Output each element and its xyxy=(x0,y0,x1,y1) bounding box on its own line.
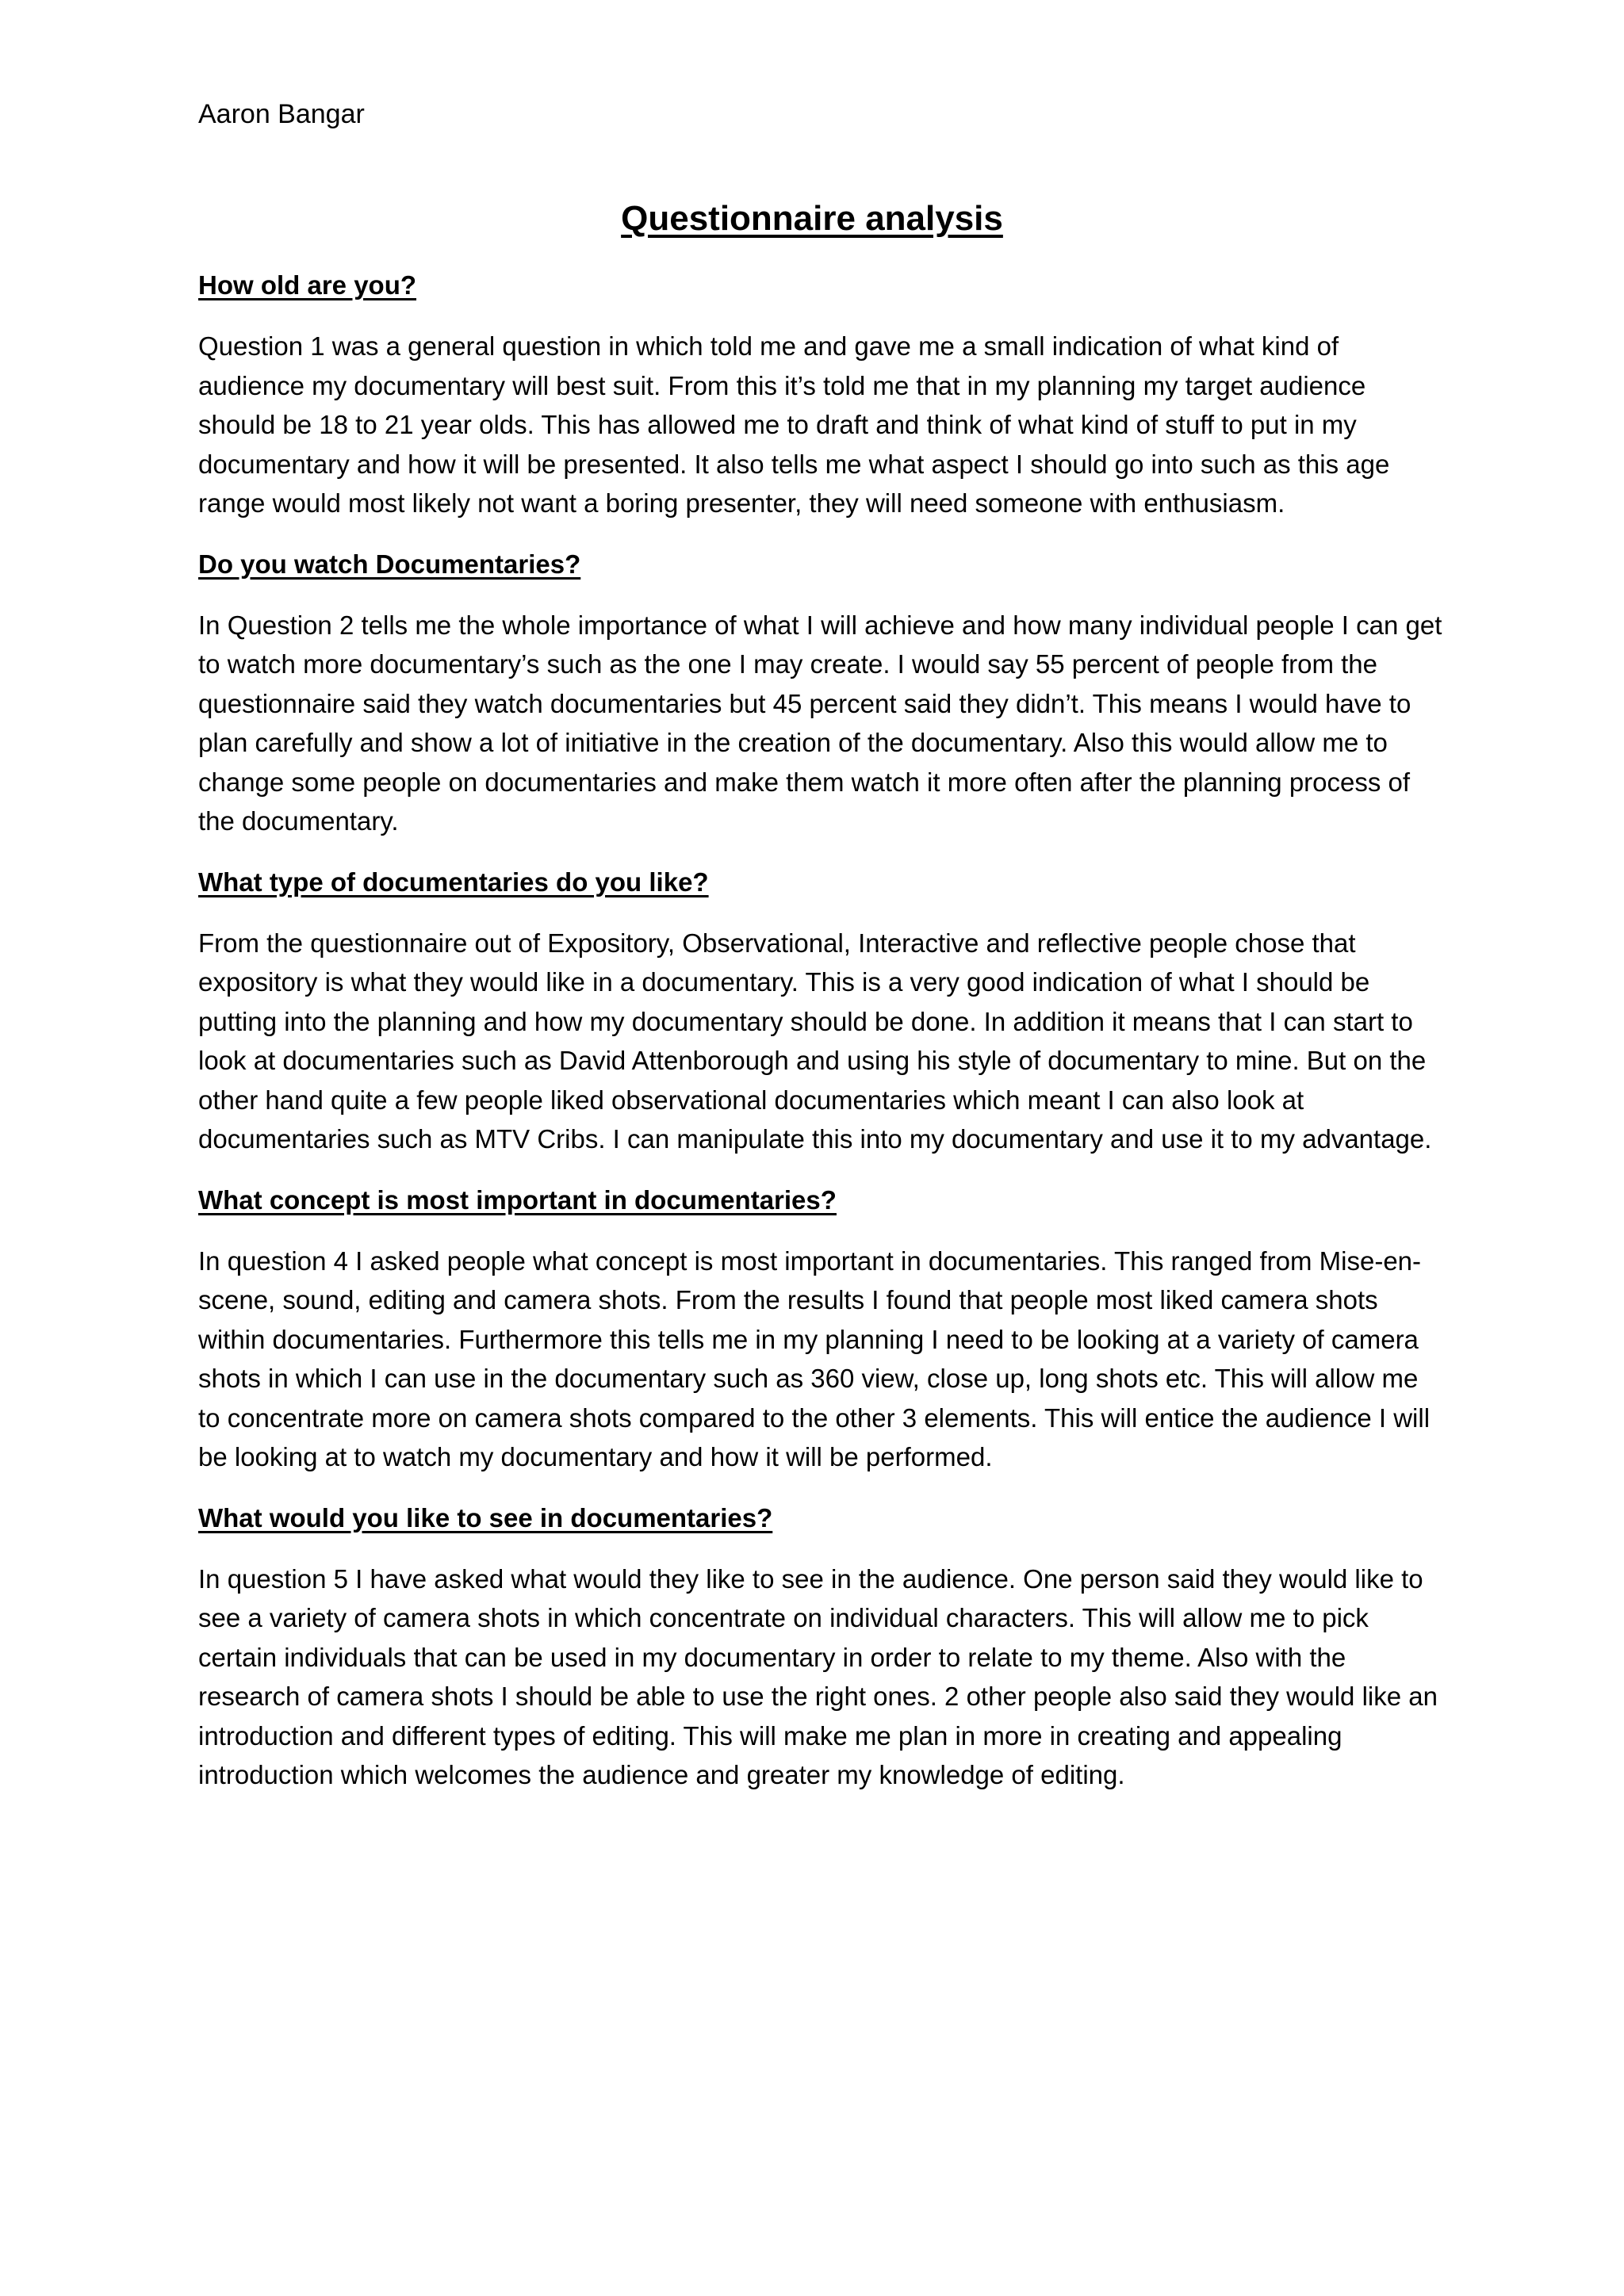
section-documentary-type xyxy=(198,863,1443,1159)
section-paragraph: From the questionnaire out of Expository, Observational, Interactive and reflective people chose that expository is what they would like in a documentary. This is a very good indication of what I should be putting into the planning and how my documentary should be done. In addition it means that I can start to look at documentaries such as David Attenborough and using his style of documentary to mine. But on the other hand quite a few people liked observational documentaries which meant I can also look at documentaries such as MTV Cribs. I can manipulate this into my documentary and use it to my advantage. xyxy=(198,928,1432,1154)
section-heading: Do you watch Documentaries? xyxy=(198,549,581,579)
document-body xyxy=(198,266,1443,1817)
section-heading: What would you like to see in documentaries? xyxy=(198,1502,773,1533)
section-paragraph: Question 1 was a general question in which told me and gave me a small indication of what kind of audience my documentary will best suit. From this it’s told me that in my planning my target audience should be 18 to 21 year olds. This has allowed me to draft and think of what kind of stuff to put in my documentary and how it will be presented. It also tells me what aspect I should go into such as this age range would most likely not want a boring presenter, they will need someone with enthusiasm. xyxy=(198,331,1390,518)
section-heading: What type of documentaries do you like? xyxy=(198,867,709,897)
author-name: Aaron Bangar xyxy=(198,99,365,129)
page-title: Questionnaire analysis xyxy=(621,199,1003,238)
section-like-to-see xyxy=(198,1499,1443,1795)
section-watch-documentaries xyxy=(198,545,1443,841)
section-paragraph: In question 4 I asked people what concept is most important in documentaries. This ranged from Mise-en-scene, sound, editing and camera shots. From the results I found that people most liked camera shots within documentaries. Furthermore this tells me in my planning I need to be looking at a variety of camera shots in which I can use in the documentary such as 360 view, close up, long shots etc. This will allow me to concentrate more on camera shots compared to the other 3 elements. This will entice the audience I will be looking at to watch my documentary and how it will be performed. xyxy=(198,1246,1431,1471)
section-age xyxy=(198,266,1443,523)
section-heading: How old are you? xyxy=(198,270,417,300)
section-important-concept xyxy=(198,1181,1443,1477)
section-paragraph: In Question 2 tells me the whole importance of what I will achieve and how many individual people I can get to watch more documentary’s such as the one I may create. I would say 55 percent of people from the questionnaire said they watch documentaries but 45 percent said they didn’t. This means I would have to plan carefully and show a lot of initiative in the creation of the documentary. Also this would allow me to change some people on documentaries and make them watch it more often after the planning process of the documentary. xyxy=(198,610,1442,836)
section-paragraph: In question 5 I have asked what would they like to see in the audience. One person said they would like to see a variety of camera shots in which concentrate on individual characters. This will allow me to pick certain individuals that can be used in my documentary in order to relate to my theme. Also with the research of camera shots I should be able to use the right ones. 2 other people also said they would like an introduction and different types of editing. This will make me plan in more in creating and appealing introduction which welcomes the audience and greater my knowledge of editing. xyxy=(198,1563,1438,1789)
section-heading: What concept is most important in documentaries? xyxy=(198,1184,837,1215)
